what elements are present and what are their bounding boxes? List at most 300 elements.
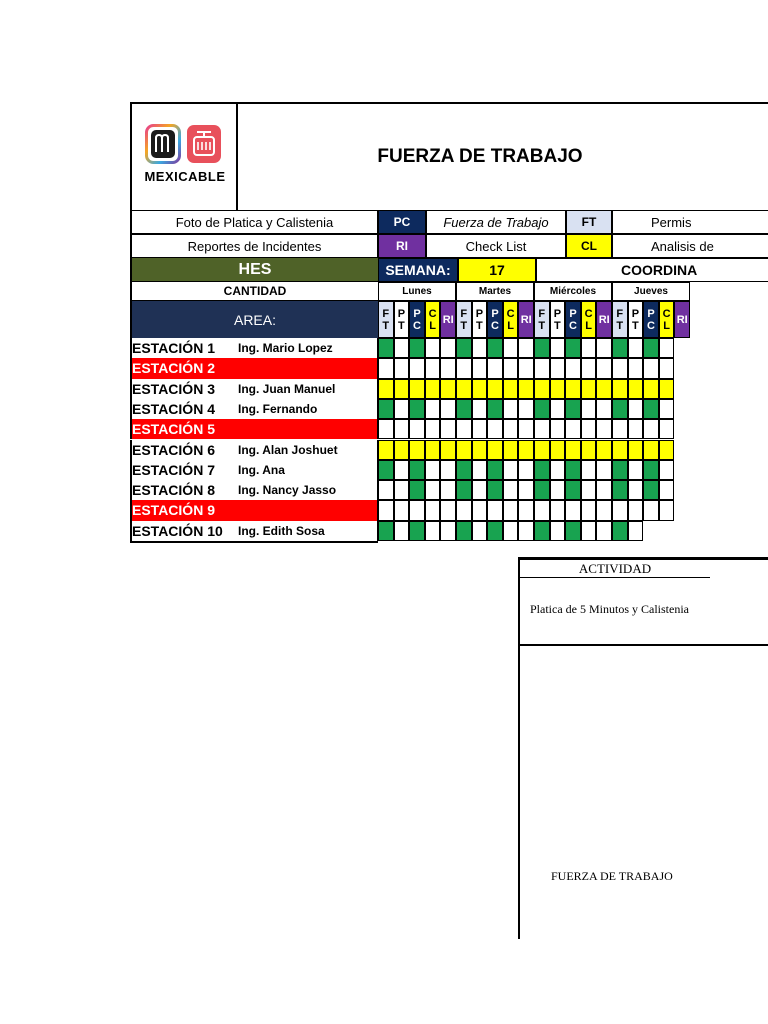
legend-code: CL [566, 234, 612, 258]
code-line-2: T [460, 319, 468, 332]
status-cell [487, 521, 503, 541]
status-cell [456, 358, 472, 378]
status-cell [440, 379, 456, 399]
status-cell [596, 379, 612, 399]
status-cell [409, 379, 425, 399]
code-line-1: C [662, 307, 671, 320]
status-cell [643, 399, 659, 419]
status-cell [487, 399, 503, 419]
status-cell [628, 419, 644, 439]
status-cell [394, 338, 410, 358]
code-header [394, 301, 410, 338]
station-engineer: Ing. Mario Lopez [238, 341, 333, 355]
status-cell [409, 338, 425, 358]
status-cell [612, 379, 628, 399]
status-cell [596, 358, 612, 378]
status-cell [518, 480, 534, 500]
status-cell [534, 460, 550, 480]
status-cell [503, 338, 519, 358]
legend-label: Check List [426, 234, 566, 258]
status-cell [643, 358, 659, 378]
status-cell [487, 419, 503, 439]
legend-label: Fuerza de Trabajo [426, 210, 566, 234]
status-cell [456, 399, 472, 419]
status-cell [518, 399, 534, 419]
semana-value: 17 [458, 258, 536, 282]
code-line-2: C [569, 319, 577, 332]
status-cell [596, 460, 612, 480]
status-cell [440, 460, 456, 480]
code-line-2: L [507, 319, 514, 332]
status-cell [596, 500, 612, 520]
code-line-1: F [616, 307, 624, 320]
status-cell [487, 440, 503, 460]
code-line-1: RI [520, 313, 532, 326]
status-cell [440, 500, 456, 520]
status-cell [394, 399, 410, 419]
status-cell [550, 500, 566, 520]
table-row [130, 399, 378, 419]
status-cell [659, 338, 675, 358]
status-cell [440, 419, 456, 439]
legend-label: Permis [612, 210, 768, 234]
status-cell [565, 500, 581, 520]
status-cell [472, 521, 488, 541]
status-cell [550, 521, 566, 541]
status-cell [503, 358, 519, 378]
status-cell [425, 480, 441, 500]
status-cell [440, 480, 456, 500]
status-cell [456, 379, 472, 399]
table-row [130, 460, 378, 480]
status-cell [518, 379, 534, 399]
status-cell [628, 500, 644, 520]
status-cell [628, 338, 644, 358]
day-header: Martes [456, 282, 534, 301]
status-cell [456, 338, 472, 358]
status-cell [518, 521, 534, 541]
code-header [674, 301, 690, 338]
status-cell [456, 480, 472, 500]
code-line-2: T [538, 319, 546, 332]
status-cell [487, 358, 503, 378]
table-row [130, 338, 378, 358]
status-cell [659, 399, 675, 419]
status-cell [659, 419, 675, 439]
status-cell [409, 460, 425, 480]
status-cell [378, 358, 394, 378]
code-line-1: RI [676, 313, 688, 326]
status-cell [550, 379, 566, 399]
status-cell [409, 419, 425, 439]
status-cell [518, 460, 534, 480]
legend-code: FT [566, 210, 612, 234]
status-cell [550, 460, 566, 480]
status-cell [409, 440, 425, 460]
semana-label: SEMANA: [378, 258, 458, 282]
table-row [130, 419, 378, 439]
area-header: AREA: [130, 301, 378, 338]
status-cell [596, 419, 612, 439]
status-cell [472, 358, 488, 378]
status-cell [472, 440, 488, 460]
status-cell [659, 480, 675, 500]
code-header [612, 301, 628, 338]
station-name: ESTACIÓN 1 [132, 340, 215, 356]
status-cell [565, 460, 581, 480]
status-cell [409, 521, 425, 541]
status-cell [534, 480, 550, 500]
status-cell [581, 399, 597, 419]
status-cell [394, 480, 410, 500]
status-cell [409, 500, 425, 520]
table-row [130, 480, 378, 500]
status-cell [518, 500, 534, 520]
status-cell [472, 480, 488, 500]
code-line-2: T [398, 319, 405, 332]
code-header [425, 301, 441, 338]
status-cell [378, 500, 394, 520]
status-cell [612, 440, 628, 460]
status-cell [659, 358, 675, 378]
day-header: Lunes [378, 282, 456, 301]
table-row [130, 379, 378, 399]
status-cell [503, 399, 519, 419]
status-cell [378, 379, 394, 399]
status-cell [643, 419, 659, 439]
code-header [409, 301, 425, 338]
legend-code: RI [378, 234, 426, 258]
status-cell [612, 399, 628, 419]
code-header [659, 301, 675, 338]
status-cell [550, 419, 566, 439]
status-cell [643, 440, 659, 460]
status-cell [581, 480, 597, 500]
status-cell [581, 338, 597, 358]
status-cell [534, 358, 550, 378]
status-cell [378, 440, 394, 460]
status-cell [394, 460, 410, 480]
status-cell [565, 521, 581, 541]
station-name: ESTACIÓN 4 [132, 400, 215, 417]
status-cell [425, 399, 441, 419]
status-cell [534, 500, 550, 520]
code-header [518, 301, 534, 338]
table-row [130, 440, 378, 460]
logo-text: MEXICABLE [144, 168, 226, 184]
status-cell [425, 379, 441, 399]
status-cell [612, 500, 628, 520]
status-cell [440, 358, 456, 378]
legend-code: PC [378, 210, 426, 234]
status-cell [534, 338, 550, 358]
station-name: ESTACIÓN 5 [132, 421, 215, 438]
status-cell [565, 419, 581, 439]
status-cell [394, 521, 410, 541]
day-header: Jueves [612, 282, 690, 301]
status-cell [456, 460, 472, 480]
status-cell [503, 460, 519, 480]
status-cell [565, 480, 581, 500]
status-cell [456, 419, 472, 439]
status-cell [581, 521, 597, 541]
status-cell [659, 460, 675, 480]
code-line-1: C [506, 307, 515, 320]
status-cell [378, 480, 394, 500]
status-cell [565, 379, 581, 399]
code-line-1: F [538, 307, 546, 320]
status-cell [518, 440, 534, 460]
status-cell [425, 440, 441, 460]
status-cell [643, 480, 659, 500]
code-line-2: C [647, 319, 655, 332]
status-cell [581, 358, 597, 378]
status-cell [534, 399, 550, 419]
status-cell [565, 358, 581, 378]
code-line-1: P [569, 307, 577, 320]
status-cell [503, 440, 519, 460]
status-cell [394, 379, 410, 399]
status-cell [503, 521, 519, 541]
status-cell [456, 440, 472, 460]
status-cell [440, 521, 456, 541]
legend [130, 210, 768, 258]
code-header [440, 301, 456, 338]
page-title: FUERZA DE TRABAJO [377, 146, 583, 167]
status-cell [472, 399, 488, 419]
status-cell [534, 379, 550, 399]
status-cell [596, 521, 612, 541]
status-cell [581, 500, 597, 520]
status-cell [596, 338, 612, 358]
status-cell [472, 379, 488, 399]
status-cell [550, 358, 566, 378]
status-cell [628, 358, 644, 378]
status-cell [643, 500, 659, 520]
station-grid [130, 338, 768, 543]
status-cell [378, 521, 394, 541]
code-line-1: C [584, 307, 593, 320]
day-header: Miércoles [534, 282, 612, 301]
status-cell [487, 480, 503, 500]
status-cell [472, 338, 488, 358]
status-cell [565, 399, 581, 419]
status-cell [394, 500, 410, 520]
legend-label: Foto de Platica y Calistenia [130, 210, 378, 234]
status-cell [456, 521, 472, 541]
code-header [503, 301, 519, 338]
status-cell [534, 419, 550, 439]
status-cell [612, 338, 628, 358]
status-cell [550, 440, 566, 460]
status-cell [581, 379, 597, 399]
code-line-1: P [491, 307, 499, 320]
cantidad-cell: CANTIDAD [130, 282, 378, 301]
legend-label: Analisis de [612, 234, 768, 258]
status-cell [425, 500, 441, 520]
status-cell [503, 480, 519, 500]
status-cell [378, 419, 394, 439]
code-header [550, 301, 566, 338]
code-line-1: P [647, 307, 655, 320]
station-engineer: Ing. Edith Sosa [238, 523, 325, 538]
status-cell [565, 440, 581, 460]
status-cell [487, 500, 503, 520]
status-cell [643, 338, 659, 358]
status-cell [518, 419, 534, 439]
status-cell [628, 399, 644, 419]
code-header [581, 301, 597, 338]
station-name: ESTACIÓN 8 [132, 482, 215, 499]
activity-text-1: Platica de 5 Minutos y Calistenia [530, 602, 689, 616]
status-cell [659, 440, 675, 460]
activity-row-1 [520, 578, 768, 646]
status-cell [409, 358, 425, 378]
station-name: ESTACIÓN 3 [132, 380, 215, 397]
code-line-1: RI [442, 313, 454, 326]
logo-box [132, 104, 238, 210]
hes-cell: HES [130, 258, 378, 282]
status-cell [565, 338, 581, 358]
status-cell [378, 338, 394, 358]
status-cell [628, 440, 644, 460]
legend-label: Reportes de Incidentes [130, 234, 378, 258]
station-name: ESTACIÓN 10 [132, 522, 223, 539]
status-cell [612, 419, 628, 439]
status-cell [472, 419, 488, 439]
code-header [596, 301, 612, 338]
code-header [472, 301, 488, 338]
code-line-2: L [585, 319, 592, 332]
status-cell [440, 399, 456, 419]
status-cell [628, 521, 644, 541]
code-line-2: T [616, 319, 624, 332]
status-cell [659, 500, 675, 520]
status-cell [643, 379, 659, 399]
status-cell [394, 419, 410, 439]
status-cell [643, 460, 659, 480]
code-line-1: P [413, 307, 421, 320]
code-header [534, 301, 550, 338]
status-cell [425, 419, 441, 439]
station-name: ESTACIÓN 7 [132, 461, 215, 478]
status-cell [612, 480, 628, 500]
status-cell [518, 338, 534, 358]
code-line-2: C [491, 319, 499, 332]
status-cell [472, 460, 488, 480]
status-cell [628, 480, 644, 500]
station-engineer: Ing. Juan Manuel [238, 381, 336, 396]
status-cell [503, 419, 519, 439]
status-cell [596, 440, 612, 460]
code-line-2: T [632, 319, 639, 332]
code-header [456, 301, 472, 338]
status-cell [581, 419, 597, 439]
code-header [643, 301, 659, 338]
status-cell [612, 460, 628, 480]
station-engineer: Ing. Alan Joshuet [238, 442, 338, 457]
code-line-2: T [476, 319, 483, 332]
station-name: ESTACIÓN 6 [132, 441, 215, 458]
station-name: ESTACIÓN 9 [132, 502, 215, 519]
status-cell [550, 480, 566, 500]
status-cell [628, 460, 644, 480]
code-line-1: P [475, 307, 484, 320]
code-line-1: C [428, 307, 437, 320]
code-line-2: T [382, 319, 390, 332]
code-line-1: P [553, 307, 562, 320]
status-cell [628, 379, 644, 399]
code-line-1: F [382, 307, 390, 320]
activity-text-2: FUERZA DE TRABAJO [551, 869, 673, 883]
status-cell [534, 440, 550, 460]
mexicable-logo-icon [145, 122, 225, 170]
status-cell [378, 399, 394, 419]
code-line-2: L [429, 319, 436, 332]
status-cell [425, 358, 441, 378]
status-cell [409, 480, 425, 500]
status-cell [612, 521, 628, 541]
status-cell [487, 338, 503, 358]
status-cell [378, 460, 394, 480]
status-cell [487, 379, 503, 399]
status-cell [394, 440, 410, 460]
code-header [628, 301, 644, 338]
status-cell [612, 358, 628, 378]
code-line-1: P [397, 307, 406, 320]
status-cell [550, 399, 566, 419]
status-cell [394, 358, 410, 378]
status-cell [534, 521, 550, 541]
status-cell [472, 500, 488, 520]
code-line-2: T [554, 319, 561, 332]
status-cell [425, 338, 441, 358]
grid-bottom-border [130, 541, 378, 543]
code-line-1: F [460, 307, 468, 320]
station-name: ESTACIÓN 2 [132, 360, 215, 377]
code-line-1: P [631, 307, 640, 320]
table-row [130, 500, 378, 520]
table-row [130, 521, 378, 541]
table-row [130, 358, 378, 378]
status-cell [425, 521, 441, 541]
code-header [378, 301, 394, 338]
status-cell [503, 379, 519, 399]
status-cell [503, 500, 519, 520]
activity-header: ACTIVIDAD [520, 560, 710, 578]
status-cell [440, 440, 456, 460]
status-cell [440, 338, 456, 358]
status-cell [550, 338, 566, 358]
status-cell [659, 379, 675, 399]
status-cell [596, 399, 612, 419]
status-cell [596, 480, 612, 500]
coordina-cell: COORDINA [536, 258, 768, 282]
station-engineer: Ing. Ana [238, 462, 285, 477]
status-cell [409, 399, 425, 419]
code-header [565, 301, 581, 338]
status-cell [581, 440, 597, 460]
code-line-1: RI [598, 313, 610, 326]
status-cell [581, 460, 597, 480]
info-section [130, 258, 768, 338]
status-cell [425, 460, 441, 480]
station-engineer: Ing. Fernando [238, 401, 318, 416]
status-cell [487, 460, 503, 480]
status-cell [456, 500, 472, 520]
station-engineer: Ing. Nancy Jasso [238, 483, 337, 498]
status-cell [518, 358, 534, 378]
